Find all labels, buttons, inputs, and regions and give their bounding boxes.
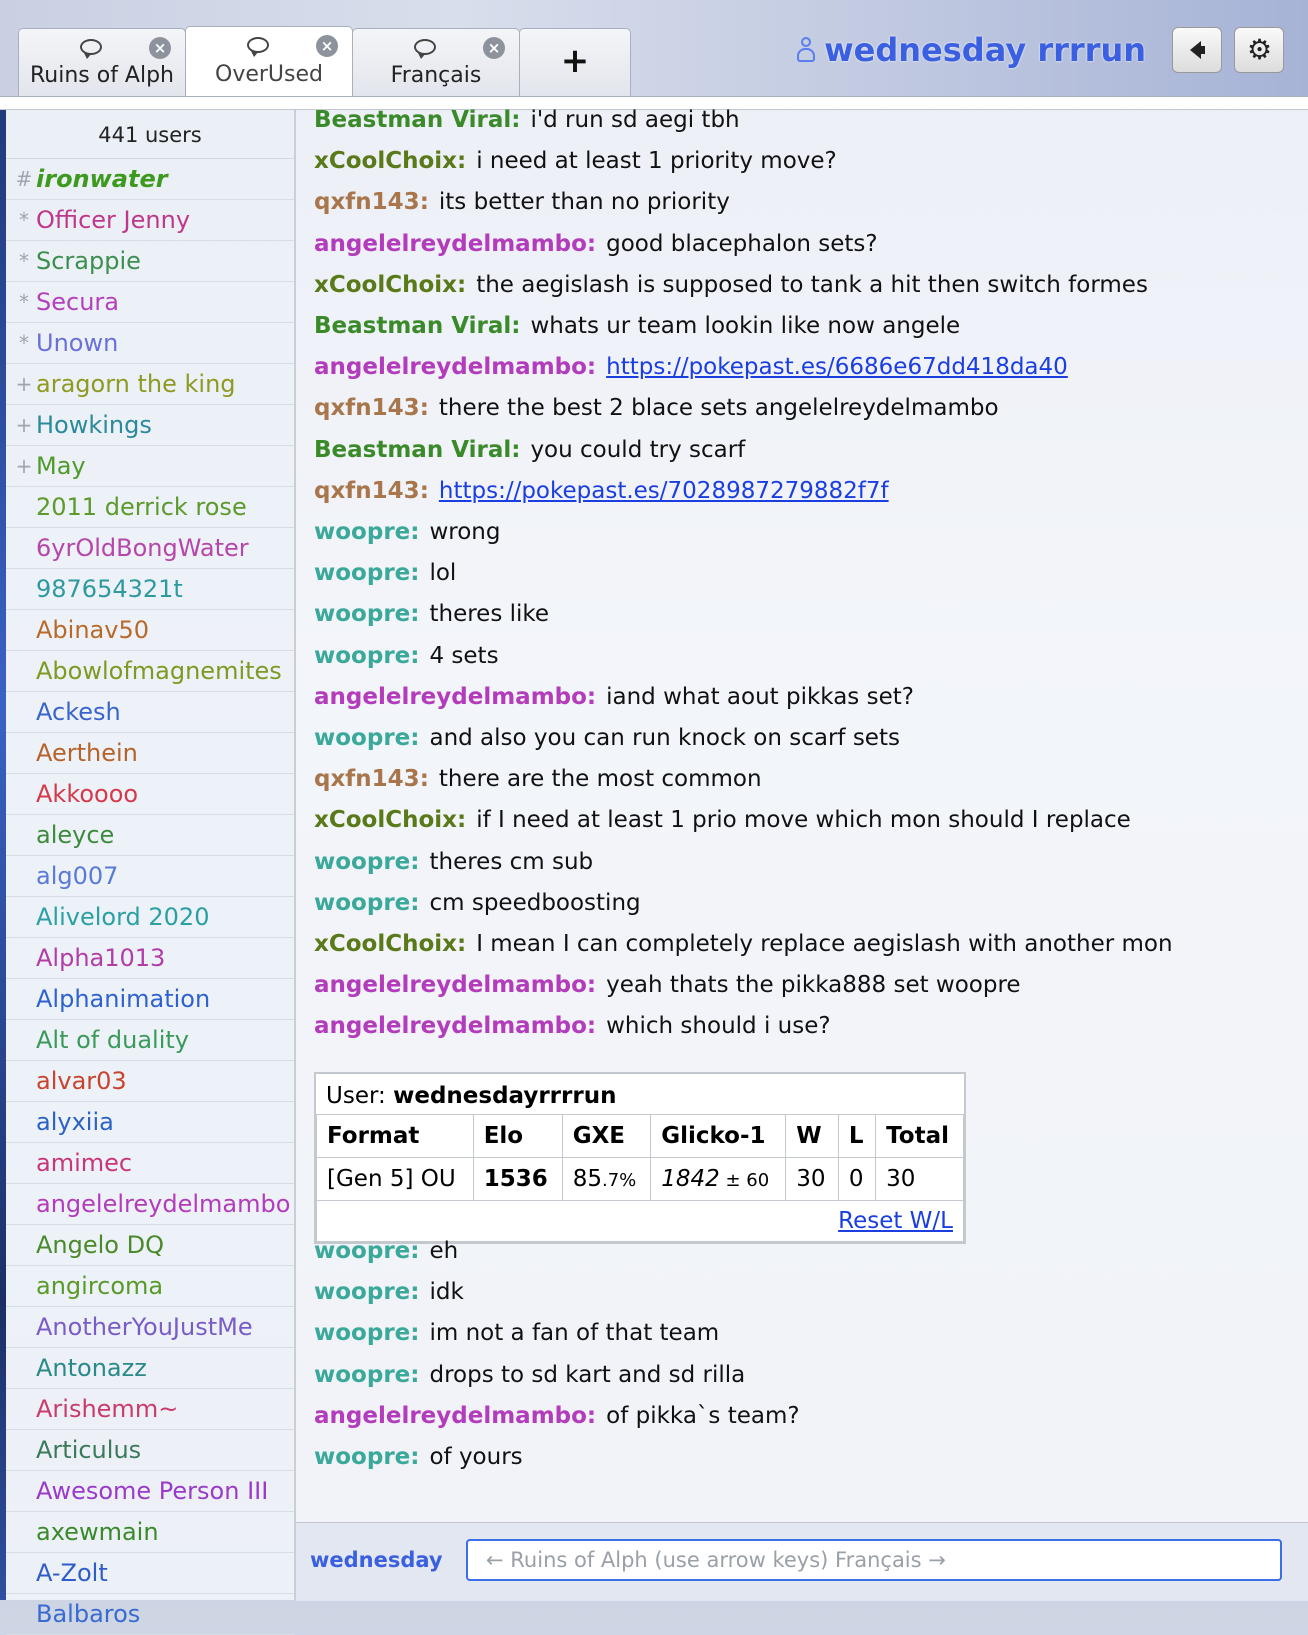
user-name: Abinav50 xyxy=(36,616,149,644)
user-name: Alt of duality xyxy=(36,1026,189,1054)
user-name: Unown xyxy=(36,329,119,357)
user-name: Scrappie xyxy=(36,247,141,275)
message-text: good blacephalon sets? xyxy=(606,230,878,257)
user-name: Ackesh xyxy=(36,698,121,726)
message-text: its better than no priority xyxy=(438,189,730,216)
message-text: there the best 2 blace sets angelelreydelmambo xyxy=(438,395,999,422)
gear-icon: ⚙ xyxy=(1247,33,1273,66)
user-rank-symbol: * xyxy=(19,249,29,273)
chat-message xyxy=(314,391,999,425)
chat-message xyxy=(314,1316,719,1350)
user-list-item[interactable] xyxy=(6,1266,294,1307)
user-list-item[interactable] xyxy=(6,1389,294,1430)
settings-button[interactable] xyxy=(1234,27,1284,73)
message-author[interactable]: angelelreydelmambo: xyxy=(314,972,597,999)
user-name: aleyce xyxy=(36,821,115,849)
message-text: of yours xyxy=(429,1444,523,1470)
user-name: amimec xyxy=(36,1149,133,1177)
cell-total: 30 xyxy=(876,1158,964,1201)
user-name: Balbaros xyxy=(36,1600,141,1628)
plus-icon: + xyxy=(560,41,590,81)
message-text: I mean I can completely replace aegislash with another mon xyxy=(476,931,1173,957)
ranking-card xyxy=(314,1072,966,1244)
message-author[interactable]: qxfn143: xyxy=(314,766,429,793)
ranking-table xyxy=(316,1114,964,1242)
user-list-item[interactable] xyxy=(6,1471,294,1512)
chat-message xyxy=(314,227,878,261)
message-author[interactable]: woopre: xyxy=(314,848,420,875)
chat-bubble-icon xyxy=(247,37,269,53)
chat-message xyxy=(314,144,837,178)
user-list-item[interactable] xyxy=(6,569,294,610)
user-rank-symbol: + xyxy=(15,372,33,396)
close-tab-icon[interactable]: × xyxy=(316,35,338,57)
chat-message xyxy=(314,1358,745,1392)
col-w: W xyxy=(786,1115,839,1158)
user-name: AnotherYouJustMe xyxy=(36,1313,253,1341)
user-list-item[interactable] xyxy=(6,323,294,364)
user-name: Arishemm~ xyxy=(36,1395,179,1423)
message-text: yeah thats the pikka888 set woopre xyxy=(606,972,1021,999)
user-list-panel xyxy=(6,110,296,1628)
user-name: May xyxy=(36,452,86,480)
chat-message xyxy=(314,968,1021,1002)
composer-username[interactable]: wednesday xyxy=(310,1548,443,1572)
chat-message xyxy=(314,474,889,508)
user-name: Alpha1013 xyxy=(36,944,166,972)
user-list-item[interactable] xyxy=(6,815,294,856)
user-list-item[interactable] xyxy=(6,692,294,733)
user-list-item[interactable] xyxy=(6,1307,294,1348)
user-name: Aerthein xyxy=(36,739,138,767)
chat-input[interactable] xyxy=(466,1539,1282,1581)
user-name: Secura xyxy=(36,288,119,316)
user-list-item[interactable] xyxy=(6,979,294,1020)
user-list-item[interactable] xyxy=(6,364,294,405)
close-tab-icon[interactable]: × xyxy=(149,37,171,59)
speaker-icon xyxy=(1190,41,1201,59)
top-header xyxy=(0,0,1308,98)
chat-message xyxy=(314,1009,831,1043)
chat-message xyxy=(314,1399,800,1433)
user-list-item[interactable] xyxy=(6,200,294,241)
message-text: if I need at least 1 prio move which mon should I replace xyxy=(476,807,1131,834)
user-list-item[interactable] xyxy=(6,610,294,651)
message-text: i'd run sd aegi tbh xyxy=(530,107,740,133)
user-list-item[interactable] xyxy=(6,282,294,323)
user-list-item[interactable] xyxy=(6,159,294,200)
message-text: idk xyxy=(429,1279,464,1306)
user-list-item[interactable] xyxy=(6,733,294,774)
user-name: alyxiia xyxy=(36,1108,114,1136)
user-list-item[interactable] xyxy=(6,856,294,897)
user-icon xyxy=(796,37,816,63)
message-author[interactable]: angelelreydelmambo: xyxy=(314,1013,597,1040)
col-format: Format xyxy=(317,1115,474,1158)
message-author[interactable]: xCoolChoix: xyxy=(314,271,467,298)
message-author[interactable]: woopre: xyxy=(314,1238,420,1264)
user-name: ironwater xyxy=(36,165,168,193)
user-list-item[interactable] xyxy=(6,774,294,815)
user-list-item[interactable] xyxy=(6,938,294,979)
user-list-item[interactable] xyxy=(6,528,294,569)
chat-message xyxy=(314,103,740,137)
user-list-item[interactable] xyxy=(6,1348,294,1389)
user-list-item[interactable] xyxy=(6,1143,294,1184)
message-link[interactable]: https://pokepast.es/6686e67dd418da40 xyxy=(606,354,1068,381)
message-text: of pikka`s team? xyxy=(606,1402,800,1429)
chat-message xyxy=(314,268,1148,302)
message-text: eh xyxy=(429,1238,459,1264)
message-text: i need at least 1 priority move? xyxy=(476,148,837,175)
ranking-header-row xyxy=(317,1115,964,1158)
message-text: im not a fan of that team xyxy=(429,1320,720,1347)
chat-bubble-icon xyxy=(80,39,102,55)
message-text: lol xyxy=(429,560,457,587)
message-author[interactable]: woopre: xyxy=(314,1279,420,1306)
message-text: which should i use? xyxy=(606,1013,831,1040)
ranking-row xyxy=(317,1158,964,1201)
message-author[interactable]: woopre: xyxy=(314,601,420,628)
user-list-item[interactable] xyxy=(6,1102,294,1143)
user-name: Awesome Person III xyxy=(36,1477,269,1505)
chat-message xyxy=(314,515,500,549)
chat-message xyxy=(314,1275,464,1309)
message-text: drops to sd kart and sd rilla xyxy=(429,1361,746,1388)
message-author[interactable]: angelelreydelmambo: xyxy=(314,683,597,710)
close-tab-icon[interactable]: × xyxy=(483,37,505,59)
user-rank-symbol: # xyxy=(15,167,33,191)
user-list-item[interactable] xyxy=(6,446,294,487)
message-text: and also you can run knock on scarf sets xyxy=(429,725,900,751)
user-list-item[interactable] xyxy=(6,1225,294,1266)
chat-message xyxy=(314,886,641,920)
user-rank-symbol: * xyxy=(19,331,29,355)
user-name: Howkings xyxy=(36,411,152,439)
col-total: Total xyxy=(876,1115,964,1158)
user-rank-symbol: * xyxy=(19,290,29,314)
chat-message xyxy=(314,433,745,467)
user-name: angircoma xyxy=(36,1272,164,1300)
user-list-item[interactable] xyxy=(6,405,294,446)
message-text: cm speedboosting xyxy=(429,889,641,916)
chat-message xyxy=(314,680,914,714)
user-name: A-Zolt xyxy=(36,1559,108,1587)
chat-message xyxy=(314,309,960,343)
user-name: angelelreydelmambo xyxy=(36,1190,291,1218)
message-author[interactable]: woopre: xyxy=(314,1361,420,1388)
user-list-item[interactable] xyxy=(6,1020,294,1061)
cell-gxe: 85.7% xyxy=(562,1158,651,1201)
message-author[interactable]: Beastman Viral: xyxy=(314,107,521,133)
user-rank-symbol: * xyxy=(19,208,29,232)
user-list-item[interactable] xyxy=(6,241,294,282)
tab-label: OverUsed xyxy=(215,62,323,87)
user-list-item[interactable] xyxy=(6,1594,294,1635)
user-list-item[interactable] xyxy=(6,1184,294,1225)
user-name: Articulus xyxy=(36,1436,142,1464)
user-list-item[interactable] xyxy=(6,651,294,692)
user-name: 987654321t xyxy=(36,575,183,603)
message-author[interactable]: woopre: xyxy=(314,560,420,587)
chat-log xyxy=(296,107,1308,1522)
cell-w: 30 xyxy=(786,1158,839,1201)
message-text: theres cm sub xyxy=(429,848,594,875)
user-name: Alphanimation xyxy=(36,985,211,1013)
user-list xyxy=(6,159,294,1635)
user-name: 2011 derrick rose xyxy=(36,493,247,521)
user-name: Antonazz xyxy=(36,1354,147,1382)
tab-overused[interactable] xyxy=(185,26,353,97)
message-text: the aegislash is supposed to tank a hit then switch formes xyxy=(476,271,1148,298)
col-l: L xyxy=(838,1115,875,1158)
new-tab-button[interactable] xyxy=(519,28,631,96)
chat-message xyxy=(314,721,900,755)
message-text: 4 sets xyxy=(429,642,499,669)
user-name: Akkoooo xyxy=(36,780,139,808)
chat-message xyxy=(314,597,549,631)
user-name: 6yrOldBongWater xyxy=(36,534,249,562)
user-name: Angelo DQ xyxy=(36,1231,164,1259)
message-author[interactable]: xCoolChoix: xyxy=(314,807,467,834)
message-author[interactable]: Beastman Viral: xyxy=(314,436,521,463)
message-author[interactable]: qxfn143: xyxy=(314,477,429,504)
user-name: Abowlofmagnemites xyxy=(36,657,282,685)
user-name: Officer Jenny xyxy=(36,206,191,234)
message-text: there are the most common xyxy=(438,766,762,793)
cell-format: [Gen 5] OU xyxy=(317,1158,474,1201)
chat-message xyxy=(314,762,762,796)
message-author[interactable]: Beastman Viral: xyxy=(314,313,521,339)
user-name: axewmain xyxy=(36,1518,159,1546)
ranking-user-name: wednesdayrrrrun xyxy=(393,1083,617,1109)
col-elo: Elo xyxy=(473,1115,562,1158)
user-list-item[interactable] xyxy=(6,897,294,938)
message-text: theres like xyxy=(429,601,550,628)
username-button[interactable]: wednesday rrrrun xyxy=(824,31,1146,69)
message-author[interactable]: qxfn143: xyxy=(314,395,429,422)
chat-message xyxy=(314,185,730,219)
chat-message xyxy=(314,1234,458,1268)
room-tabs xyxy=(18,28,630,98)
message-author[interactable]: woopre: xyxy=(314,1320,420,1347)
cell-elo: 1536 xyxy=(473,1158,562,1201)
chat-composer xyxy=(296,1522,1308,1601)
cell-glicko: 1842 ± 60 xyxy=(651,1158,786,1201)
user-rank-symbol: + xyxy=(15,454,33,478)
user-list-item[interactable] xyxy=(6,1553,294,1594)
message-text: whats ur team lookin like now angele xyxy=(530,313,961,339)
user-name: alg007 xyxy=(36,862,119,890)
chat-message xyxy=(314,927,1173,961)
message-text: wrong xyxy=(429,519,501,545)
message-link[interactable]: https://pokepast.es/7028987279882f7f xyxy=(438,477,889,504)
chat-message xyxy=(314,350,1068,384)
tab-ruins-of-alph[interactable] xyxy=(18,28,186,96)
chat-message xyxy=(314,803,1131,837)
user-name: Alivelord 2020 xyxy=(36,903,210,931)
message-author[interactable]: qxfn143: xyxy=(314,189,429,216)
user-list-item[interactable] xyxy=(6,1512,294,1553)
user-list-item[interactable] xyxy=(6,487,294,528)
message-text: iand what aout pikkas set? xyxy=(606,683,914,710)
user-list-item[interactable] xyxy=(6,1061,294,1102)
message-text: you could try scarf xyxy=(530,436,746,463)
chat-message xyxy=(314,556,456,590)
chat-bubble-icon xyxy=(414,39,436,55)
message-author[interactable]: woopre: xyxy=(314,519,420,545)
col-gxe: GXE xyxy=(562,1115,651,1158)
cell-l: 0 xyxy=(838,1158,875,1201)
tab-label: Ruins of Alph xyxy=(29,63,175,88)
ranking-user-line xyxy=(316,1074,964,1114)
sound-button[interactable] xyxy=(1172,27,1222,73)
chat-message xyxy=(314,845,593,879)
chat-message xyxy=(314,639,499,673)
ranking-user-label: User: xyxy=(326,1083,386,1109)
message-author[interactable]: angelelreydelmambo: xyxy=(314,1402,597,1429)
tab-francais[interactable] xyxy=(352,28,520,96)
col-glicko: Glicko-1 xyxy=(651,1115,786,1158)
user-list-item[interactable] xyxy=(6,1430,294,1471)
message-author[interactable]: xCoolChoix: xyxy=(314,931,467,957)
message-author[interactable]: angelelreydelmambo: xyxy=(314,354,597,381)
message-author[interactable]: woopre: xyxy=(314,725,420,751)
reset-wl-link[interactable]: Reset W/L xyxy=(838,1208,953,1234)
user-name: alvar03 xyxy=(36,1067,127,1095)
tab-label: Français xyxy=(390,63,482,88)
message-author[interactable]: woopre: xyxy=(314,1444,420,1470)
message-author[interactable]: xCoolChoix: xyxy=(314,148,467,175)
user-bar xyxy=(796,26,1284,74)
chat-message xyxy=(314,1440,523,1474)
message-author[interactable]: angelelreydelmambo: xyxy=(314,230,597,257)
message-author[interactable]: woopre: xyxy=(314,889,420,916)
message-author[interactable]: woopre: xyxy=(314,642,420,669)
user-name: aragorn the king xyxy=(36,370,236,398)
user-rank-symbol: + xyxy=(15,413,33,437)
user-count: 441 users xyxy=(6,110,294,159)
